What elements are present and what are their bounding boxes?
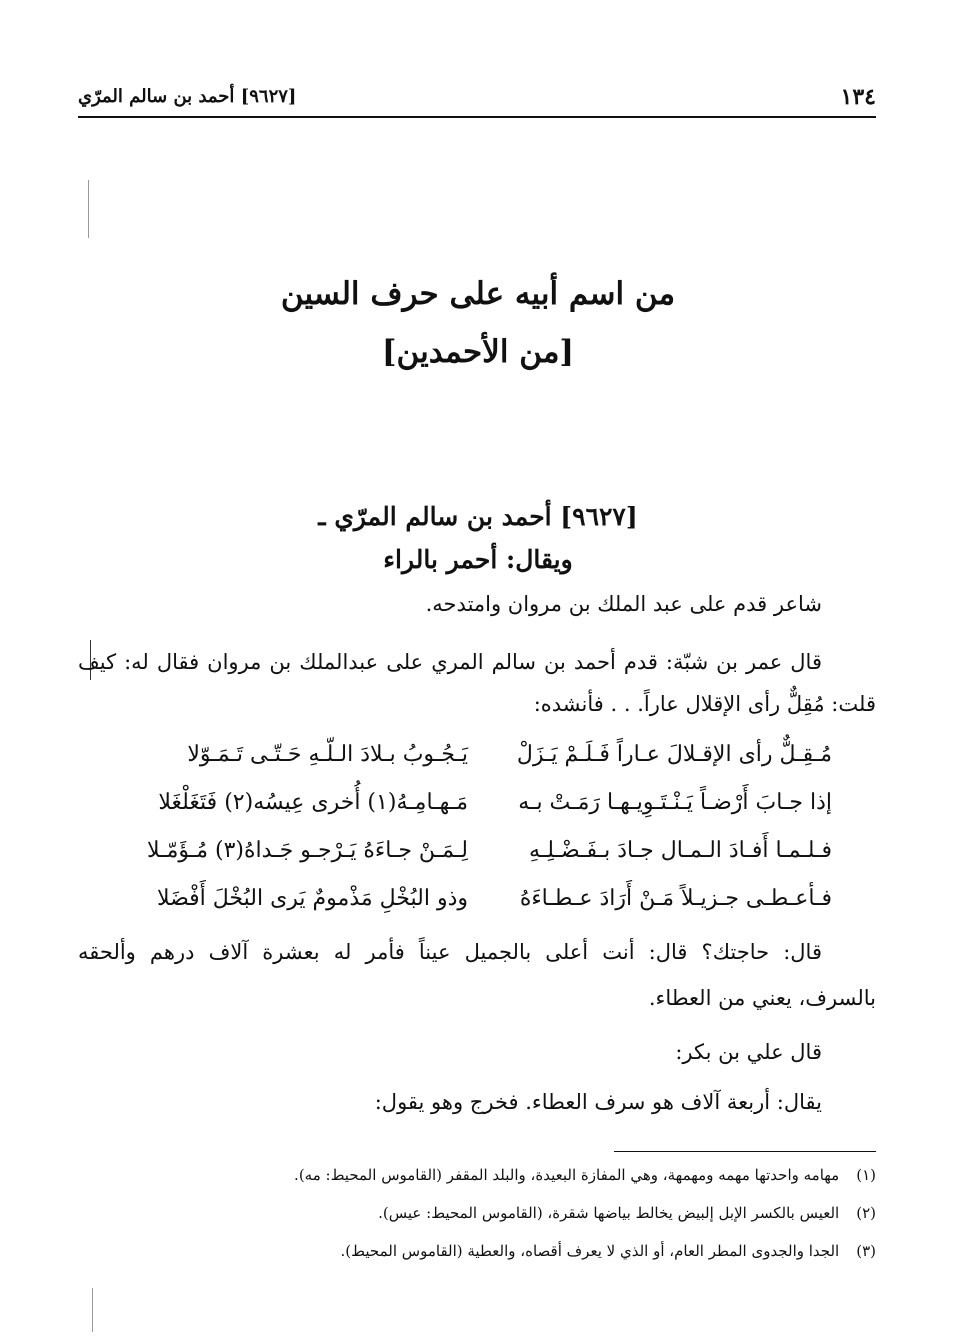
verse-1-first-hemistich: مُـقِـلٌّ رأى الإقـلالَ عـاراً فَـلَـمْ يَـزَلْ [516,742,832,767]
entry-title: [٩٦٢٧] أحمد بن سالم المرّي ـ [318,502,638,531]
footnote-2-text: العيس بالكسر الإبل إلبيض يخالط بياضها شقرة، (القاموس المحيط: عيس). [378,1204,840,1222]
verse-2-first-hemistich: إذا جـابَ أَرْضـاً يَـنْـتَـوِيـهـا رَمَـتْ بـه [518,790,832,815]
entry-alias: ويقال: أحمر بالراء [383,545,573,574]
page-header [78,78,876,118]
scan-line-bottom [92,1288,93,1332]
paragraph-narration-line2: قلت: مُقِلٌّ رأى الإقلال عاراً. . . فأنشده: [533,692,876,716]
footnote-2-number: (٢) [856,1204,876,1222]
paragraph-reply-line1: قال: حاجتك؟ قال: أنت أعلى بالجميل عيناً فأمر له بعشرة آلاف درهم وألحقه [78,940,822,964]
footnote-3 [341,1242,876,1260]
section-subtitle: [من الأحمدين] [381,334,575,370]
verse-3-second-hemistich: لِـمَـنْ جـاءَهُ يَـرْجـو جَـداهُ(٣) مُـؤَمّـلا [147,838,468,863]
footnote-1-number: (١) [856,1166,876,1184]
section-title: من اسم أبيه على حرف السين [280,276,676,312]
verse-4-second-hemistich: وذو البُخْلِ مَذْمومٌ يَرى البُخْلَ أَفْضَلا [156,886,468,911]
verse-4-first-hemistich: فـأعـطـى جـزيـلاً مَـنْ أَرَادَ عـطـاءَهُ [519,886,832,911]
paragraph-intro: شاعر قدم على عبد الملك بن مروان وامتدحه. [425,592,822,616]
verse-1-second-hemistich: يَـجُـوبُ بـلادَ الـلّـهِ حَـتّـى تَـمَـوّلا [187,742,468,767]
paragraph-narration-line1: قال عمر بن شبّة: قدم أحمد بن سالم المري على عبدالملك بن مروان فقال له: كيف [78,650,822,674]
footnote-3-text: الجدا والجدوى المطر العام، أو الذي لا يعرف أقصاه، والعطية (القاموس المحيط). [340,1242,840,1260]
running-title: [٩٦٢٧] أحمد بن سالم المرّي [78,86,297,107]
footnote-3-number: (٣) [856,1242,876,1260]
footnote-2 [378,1204,876,1222]
paragraph-attribution: قال علي بن بكر: [675,1040,822,1064]
footnote-1-text: مهامه واحدتها مهمه ومهمهة، وهي المفازة البعيدة، والبلد المقفر (القاموس المحيط: مه). [294,1166,840,1184]
paragraph-closing: يقال: أربعة آلاف هو سرف العطاء. فخرج وهو يقول: [374,1090,822,1114]
paragraph-reply-line2: بالسرف، يعني من العطاء. [648,986,876,1010]
scan-line-top [88,180,89,238]
verse-3-first-hemistich: فـلـمـا أَفـادَ الـمـال جـادَ بـفَـضْـلِـهِ [529,838,832,863]
footnote-1 [294,1166,876,1184]
page-number: ١٣٤ [840,84,876,110]
footnote-separator [614,1151,876,1152]
verse-2-second-hemistich: مَـهـامِـهُ(١) أُخرى عِيسُه(٢) فَتَغَلْغَلا [158,790,468,815]
